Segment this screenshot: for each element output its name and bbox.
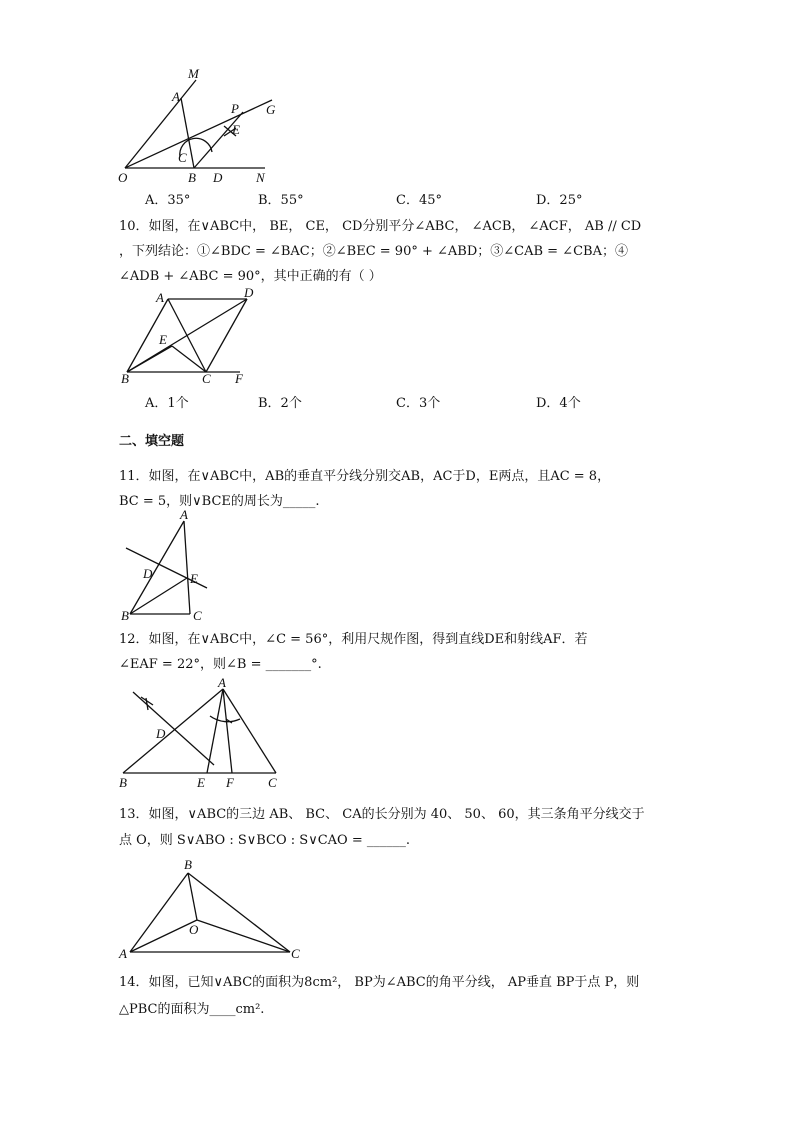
q13-label-b: B: [184, 857, 192, 872]
q11-label-c: C: [193, 608, 202, 623]
q11-label-e: E: [190, 571, 198, 586]
q10-option-c: C．3个: [396, 396, 441, 411]
q14-line-2: △PBC的面积为____cm².: [119, 1002, 265, 1017]
q12-label-b: B: [119, 775, 127, 790]
q9-label-d: D: [213, 170, 223, 185]
q12-label-f: F: [226, 775, 234, 790]
q10-line-3: ∠ADB + ∠ABC = 90°，其中正确的有（ ）: [119, 269, 382, 284]
q14-line-1: 14．如图，已知∨ABC的面积为8cm²， BP为∠ABC的角平分线， AP垂直 BP于点 P，则: [119, 975, 640, 990]
q9-option-b: B．55°: [258, 193, 304, 208]
q10-label-c: C: [202, 371, 211, 386]
q11-label-d: D: [143, 566, 153, 581]
q10-label-a: A: [156, 290, 164, 305]
q12-line-1: 12．如图，在∨ABC中，∠C = 56°，利用尺规作图，得到直线DE和射线AF．若: [119, 632, 588, 647]
q9-option-c: C．45°: [396, 193, 442, 208]
q13-label-c: C: [291, 946, 300, 961]
q9-label-o: O: [118, 170, 128, 185]
q9-label-e: E: [232, 122, 240, 137]
q9-label-p: P: [231, 101, 239, 116]
q9-option-a: A．35°: [145, 193, 191, 208]
q13-line-2: 点 O，则 S∨ABO : S∨BCO : S∨CAO = ______.: [119, 833, 410, 848]
q10-label-f: F: [235, 371, 243, 386]
q10-option-d: D．4个: [536, 396, 581, 411]
q13-label-o: O: [189, 922, 199, 937]
q12-label-e: E: [197, 775, 205, 790]
q9-label-m: M: [188, 66, 199, 81]
q10-option-b: B．2个: [258, 396, 302, 411]
q9-label-a: A: [172, 89, 180, 104]
q11-label-b: B: [121, 608, 129, 623]
q10-line-1: 10．如图，在∨ABC中， BE， CE， CD分别平分∠ABC， ∠ACB， ∠ACF， AB // CD: [119, 219, 642, 234]
q9-label-c: C: [178, 150, 187, 165]
q10-option-a: A．1个: [145, 396, 189, 411]
q12-line-2: ∠EAF = 22°，则∠B = _______°.: [119, 657, 322, 672]
q9-label-n: N: [256, 170, 265, 185]
q9-label-g: G: [266, 102, 276, 117]
q12-label-a: A: [218, 675, 226, 690]
q10-line-2: ，下列结论：①∠BDC = ∠BAC；②∠BEC = 90° + ∠ABD；③∠CAB = ∠CBA；④: [119, 244, 628, 259]
q12-label-c: C: [268, 775, 277, 790]
q13-label-a: A: [119, 946, 127, 961]
q13-line-1: 13．如图，∨ABC的三边 AB、 BC、 CA的长分别为 40、 50、 60，其三条角平分线交于: [119, 807, 645, 822]
q10-label-d: D: [244, 285, 254, 300]
q9-label-b: B: [188, 170, 196, 185]
q11-label-a: A: [180, 507, 188, 522]
q10-label-b: B: [121, 371, 129, 386]
q12-label-d: D: [156, 726, 166, 741]
q10-label-e: E: [159, 332, 167, 347]
q11-line-1: 11．如图，在∨ABC中，AB的垂直平分线分别交AB，AC于D，E两点，且AC = 8，: [119, 469, 611, 484]
q9-option-d: D．25°: [536, 193, 583, 208]
section-heading: 二、填空题: [119, 434, 185, 449]
q11-line-2: BC = 5，则∨BCE的周长为_____.: [119, 494, 320, 509]
